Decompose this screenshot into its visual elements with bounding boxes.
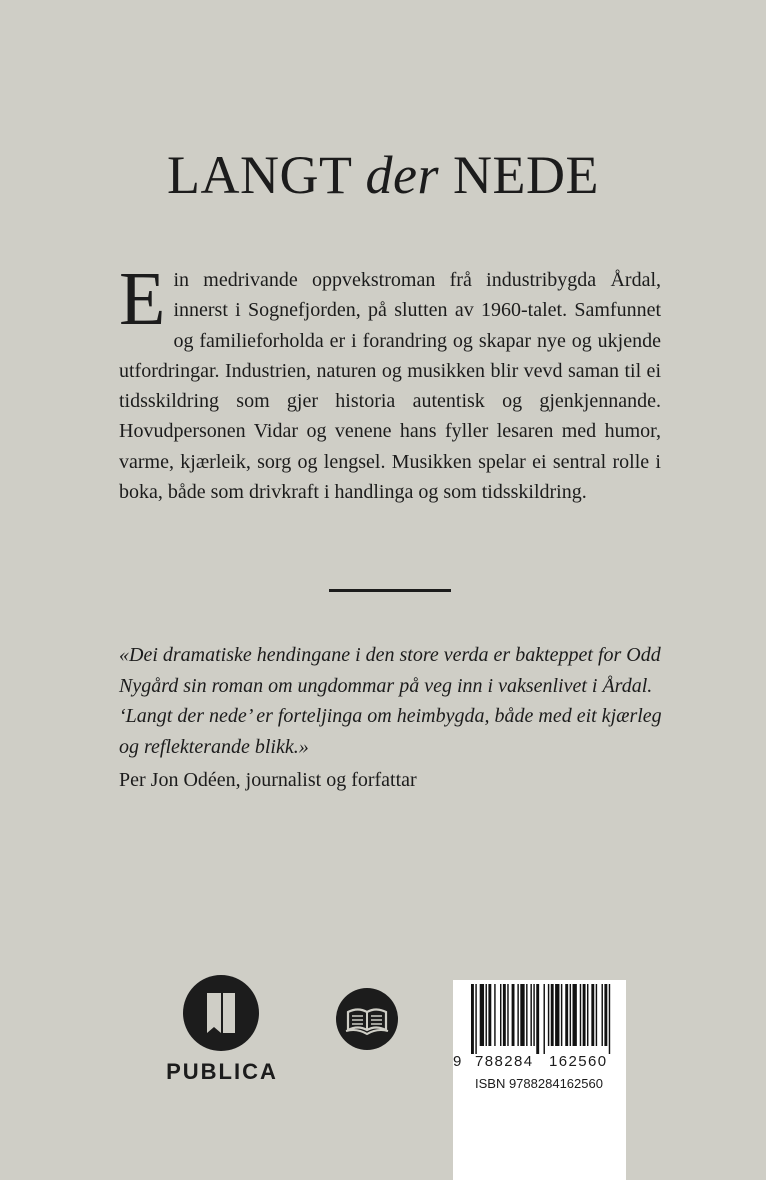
barcode-bar [475, 984, 476, 1054]
barcode-bar [544, 984, 545, 1054]
barcode-bar [580, 984, 581, 1046]
title-word-der: der [365, 145, 439, 205]
barcode-right-digits: 162560 [549, 1053, 608, 1070]
barcode-bar [604, 984, 607, 1046]
barcode-bar [587, 984, 588, 1046]
publisher-name: PUBLICA [166, 1059, 278, 1084]
barcode-bar [494, 984, 495, 1046]
barcode-bar [561, 984, 562, 1046]
barcode-bar [555, 984, 559, 1046]
barcode-bar [530, 984, 531, 1046]
barcode-bar [583, 984, 586, 1046]
barcode-bar [602, 984, 603, 1046]
barcode-panel [453, 980, 626, 1180]
barcode-bar [500, 984, 501, 1046]
barcode-bar [517, 984, 518, 1046]
barcode-bar [507, 984, 508, 1046]
open-book-logo [336, 988, 398, 1050]
barcode-bar [486, 984, 487, 1046]
barcode-bar [536, 984, 539, 1054]
open-book-icon [336, 988, 398, 1050]
barcode-bar [596, 984, 597, 1046]
divider-rule [329, 589, 451, 592]
barcode-first-digit: 9 [453, 1053, 462, 1070]
barcode-bar [520, 984, 524, 1046]
title-word-langt: LANGT [167, 145, 352, 205]
barcode-bar [480, 984, 484, 1046]
barcode-bar [526, 984, 527, 1046]
barcode-bar [565, 984, 568, 1046]
review-quote: «Dei dramatiske hendingane i den store verda er bakteppet for Odd Nygård sin roman om ungdommar på veg inn i vaksenlivet i Årdal. ‘Langt der nede’ er forteljinga om heimbygda, både med eit kjærleg og reflekterande blikk.» [119, 644, 662, 758]
drop-cap: E [119, 257, 166, 341]
barcode-left-digits: 788284 [475, 1053, 534, 1070]
barcode-bar [591, 984, 594, 1046]
barcode-bar [548, 984, 549, 1046]
barcode-bar [573, 984, 577, 1046]
barcode-bar [570, 984, 571, 1046]
barcode-bar [512, 984, 515, 1046]
isbn-label: ISBN 9788284162560 [475, 1076, 603, 1091]
barcode-bar [551, 984, 554, 1046]
title-word-nede: NEDE [453, 145, 599, 205]
publica-logo [183, 975, 259, 1051]
barcode [453, 980, 626, 1060]
barcode-bar [471, 984, 474, 1054]
bookmark-icon [183, 975, 259, 1051]
book-blurb [119, 257, 661, 507]
barcode-bar [503, 984, 506, 1046]
barcode-bar [533, 984, 534, 1046]
barcode-bar [609, 984, 610, 1054]
book-title [0, 140, 766, 210]
blurb-text: in medrivande oppvekstroman frå industribygda Årdal, innerst i Sognefjorden, på slutten av 1960-talet. Samfunnet og familieforholda er i forandring og skapar nye og ukjende utfordringar. Industrien, naturen og musikken blir vevd saman til ei tidsskildring som gjer historia autentisk og gjenkjennande. Hovudpersonen Vidar og venene hans fyller lesaren med humor, varme, kjærleik, sorg og lengsel. Musikken spelar ei sentral rolle i boka, både som drivkraft i handlinga og som tidsskildring. [119, 269, 661, 504]
review-attribution: Per Jon Odéen, journalist og forfattar [119, 769, 417, 791]
barcode-bar [488, 984, 491, 1046]
